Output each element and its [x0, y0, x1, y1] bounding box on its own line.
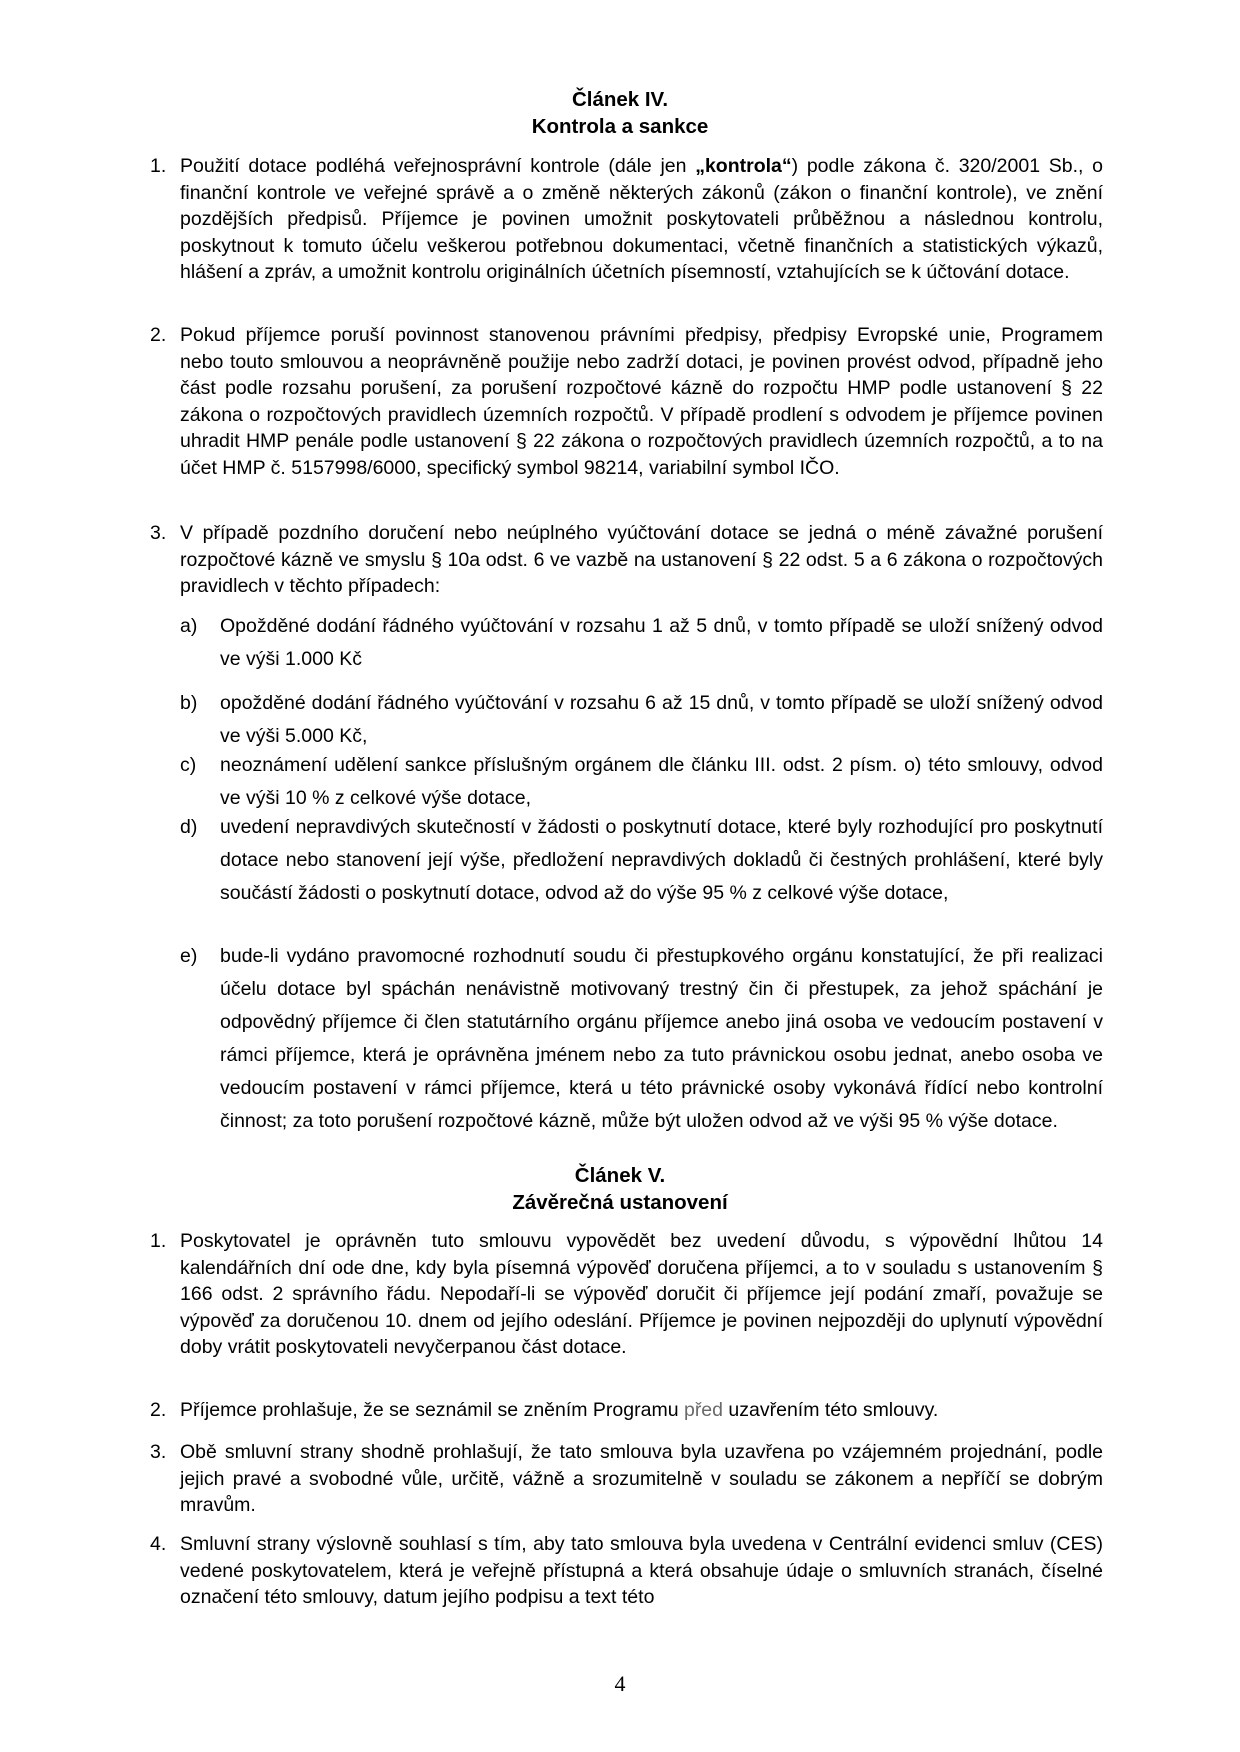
item-letter: e)	[180, 945, 198, 967]
faint-word: před	[683, 1399, 723, 1421]
article-5-paragraph-2	[150, 1397, 1103, 1424]
paragraph-text: Použití dotace podléhá veřejnosprávní kontrole (dále jen „kontrola“) podle zákona č. 320/2001 Sb., o finanční kontrole ve veřejné správě a o změně některých zákonů (zákon o finanční kontrole), ve znění pozdějších předpisů. Příjemce je povinen umožnit poskytovateli průběžnou a následnou kontrolu, poskytnout k tomuto účelu veškerou potřebnou dokumentaci, včetně finančních a statistických výkazů, hlášení a zpráv, a umožnit kontrolu originálních účetních písemností, vztahujících se k účtování dotace.	[180, 155, 1103, 283]
paragraph-number: 2.	[150, 324, 167, 346]
list-item-d	[180, 811, 1103, 910]
item-text: uvedení nepravdivých skutečností v žádosti o poskytnutí dotace, které byly rozhodující pro poskytnutí dotace nebo stanovení její výše, předložení nepravdivých dokladů či čestných prohlášení, které byly součástí žádosti o poskytnutí dotace, odvod až do výše 95 % z celkové výše dotace,	[220, 816, 1103, 904]
paragraph-text: V případě pozdního doručení nebo neúplného vyúčtování dotace se jedná o méně závažné porušení rozpočtové kázně ve smyslu § 10a odst. 6 ve vazbě na ustanovení § 22 odst. 5 a 6 zákona o rozpočtových pravidlech v těchto případech:	[180, 522, 1103, 597]
paragraph-text: Příjemce prohlašuje, že se seznámil se zněním Programu před uzavřením této smlouvy.	[180, 1399, 939, 1421]
paragraph-number: 3.	[150, 522, 167, 544]
bold-term: „kontrola“	[695, 155, 792, 177]
article-4-paragraph-1	[150, 153, 1103, 286]
item-letter: d)	[180, 816, 198, 838]
list-item-a	[180, 610, 1103, 676]
article-5-paragraph-1	[150, 1228, 1103, 1361]
item-text: opožděné dodání řádného vyúčtování v rozsahu 6 až 15 dnů, v tomto případě se uloží snížený odvod ve výši 5.000 Kč,	[220, 692, 1103, 747]
paragraph-number: 2.	[150, 1399, 167, 1421]
list-item-e	[180, 940, 1103, 1138]
paragraph-number: 1.	[150, 155, 167, 177]
paragraph-number: 3.	[150, 1441, 167, 1463]
paragraph-text: Obě smluvní strany shodně prohlašují, že tato smlouva byla uzavřena po vzájemném projednání, podle jejich pravé a svobodné vůle, určitě, vážně a srozumitelně v souladu se zákonem a nepříčí se dobrým mravům.	[180, 1441, 1103, 1516]
article-5-title: Článek V.	[574, 1164, 666, 1187]
page-number: 4	[614, 1671, 626, 1696]
paragraph-number: 4.	[150, 1533, 167, 1555]
item-text: bude-li vydáno pravomocné rozhodnutí soudu či přestupkového orgánu konstatující, že při realizaci účelu dotace byl spáchán nenávistně motivovaný trestný čin či přestupek, za jehož spáchání je odpovědný příjemce či člen statutárního orgánu příjemce anebo jiná osoba ve vedoucím postavení v rámci příjemce, která je oprávněna jménem nebo za tuto právnickou osobu jednat, anebo osoba ve vedoucím postavení v rámci příjemce, která u této právnické osoby vykonává řídící nebo kontrolní činnost; za toto porušení rozpočtové kázně, může být uložen odvod až ve výši 95 % výše dotace.	[220, 945, 1103, 1132]
article-4-paragraph-3	[150, 520, 1103, 600]
list-item-c	[180, 749, 1103, 815]
item-text: Opožděné dodání řádného vyúčtování v rozsahu 1 až 5 dnů, v tomto případě se uloží snížený odvod ve výši 1.000 Kč	[220, 615, 1103, 670]
article-5-subtitle: Závěrečná ustanovení	[512, 1191, 728, 1214]
item-letter: a)	[180, 615, 198, 637]
item-letter: c)	[180, 754, 197, 776]
paragraph-number: 1.	[150, 1230, 167, 1252]
item-letter: b)	[180, 692, 198, 714]
list-item-b	[180, 687, 1103, 753]
paragraph-text: Poskytovatel je oprávněn tuto smlouvu vypovědět bez uvedení důvodu, s výpovědní lhůtou 14 kalendářních dní ode dne, kdy byla písemná výpověď doručena příjemci, a to v souladu s ustanovením § 166 odst. 2 správního řádu. Nepodaří-li se výpověď doručit či příjemce její podání zmaří, považuje se výpověď za doručenou 10. dnem od jejího odeslání. Příjemce je povinen nejpozději do uplynutí výpovědní doby vrátit poskytovateli nevyčerpanou část dotace.	[180, 1230, 1103, 1358]
article-4-paragraph-2	[150, 322, 1103, 481]
article-4-title: Článek IV.	[571, 88, 669, 111]
paragraph-text: Smluvní strany výslovně souhlasí s tím, aby tato smlouva byla uvedena v Centrální evidenci smluv (CES) vedené poskytovatelem, která je veřejně přístupná a která obsahuje údaje o smluvních stranách, číselné označení této smlouvy, datum jejího podpisu a text této	[180, 1533, 1103, 1608]
paragraph-text: Pokud příjemce poruší povinnost stanovenou právními předpisy, předpisy Evropské unie, Programem nebo touto smlouvou a neoprávněně použije nebo zadrží dotaci, je povinen provést odvod, případně jeho část podle rozsahu porušení, za porušení rozpočtové kázně do rozpočtu HMP podle ustanovení § 22 zákona o rozpočtových pravidlech územních rozpočtů. V případě prodlení s odvodem je příjemce povinen uhradit HMP penále podle ustanovení § 22 zákona o rozpočtových pravidlech územních rozpočtů, a to na účet HMP č. 5157998/6000, specifický symbol 98214, variabilní symbol IČO.	[180, 324, 1103, 479]
article-4-subtitle: Kontrola a sankce	[531, 115, 709, 138]
article-5-paragraph-3	[150, 1439, 1103, 1519]
item-text: neoznámení udělení sankce příslušným orgánem dle článku III. odst. 2 písm. o) této smlouvy, odvod ve výši 10 % z celkové výše dotace,	[220, 754, 1103, 809]
article-5-paragraph-4	[150, 1531, 1103, 1611]
